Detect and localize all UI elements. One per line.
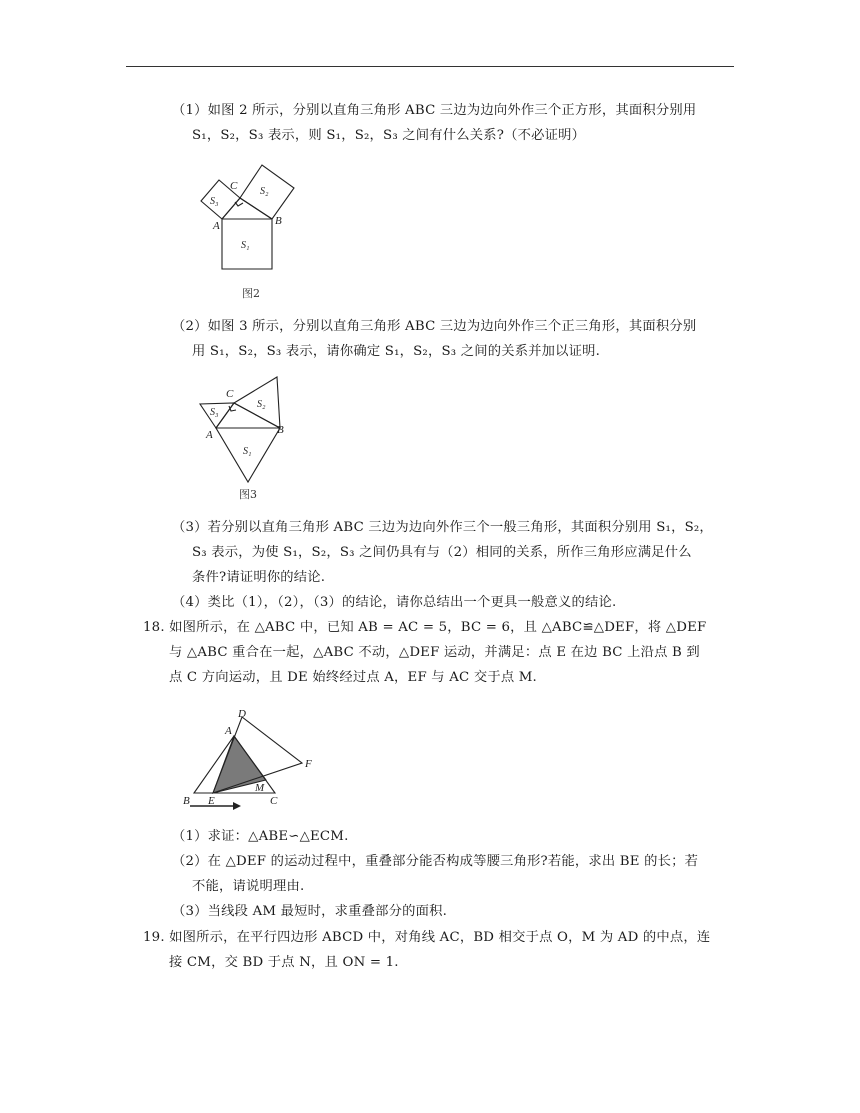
label-A: A [213,220,220,232]
q18-sub1: （1）求证：△ABE∽△ECM. [172,829,349,844]
q19-line1: 19. 如图所示，在平行四边形 ABCD 中，对角线 AC，BD 相交于点 O，M 为 AD 的中点，连 [143,930,711,945]
label-B: B [277,424,284,436]
q18-sub3: （3）当线段 AM 最短时，求重叠部分的面积. [172,904,448,919]
label-S3: S₃ [210,407,219,418]
motion-arrow-head [233,802,241,810]
figure-2-caption: 图2 [242,287,260,300]
label-D: D [238,708,246,720]
label-S2: S₂ [260,186,269,197]
label-C: C [226,388,234,400]
label-S1: S₁ [243,446,252,457]
q17-part2-line1: （2）如图 3 所示，分别以直角三角形 ABC 三边为边向外作三个正三角形，其面积分别 [172,319,697,334]
label-A: A [225,725,232,737]
q18-line2: 与 △ABC 重合在一起，△ABC 不动，△DEF 运动，并满足：点 E 在边 BC 上沿点 B 到 [169,645,700,660]
label-B: B [183,795,190,807]
label-B: B [275,215,282,227]
label-S2: S₂ [257,399,266,410]
label-F: F [305,758,312,770]
q17-part3-line1: （3）若分别以直角三角形 ABC 三边为边向外作三个一般三角形，其面积分别用 S₁，S₂， [172,520,713,535]
q17-part4-line1: （4）类比（1），（2），（3）的结论，请你总结出一个更具一般意义的结论. [172,595,617,610]
figure-3 [195,372,305,487]
q17-part1-line2: S₁，S₂，S₃ 表示，则 S₁，S₂，S₃ 之间有什么关系?（不必证明） [192,128,586,143]
label-M: M [255,782,265,794]
figure-q18 [178,703,328,813]
q17-part3-line2: S₃ 表示，为使 S₁，S₂，S₃ 之间仍具有与（2）相同的关系，所作三角形应满足什么 [192,545,692,560]
q17-part2-line2: 用 S₁，S₂，S₃ 表示，请你确定 S₁，S₂，S₃ 之间的关系并加以证明. [192,344,601,359]
q17-part1-line1: （1）如图 2 所示，分别以直角三角形 ABC 三边为边向外作三个正方形，其面积分别用 [172,103,697,118]
header-rule [126,66,734,67]
label-A: A [206,429,213,441]
q18-line1: 18. 如图所示，在 △ABC 中，已知 AB = AC = 5，BC = 6，且 △ABC≌△DEF，将 △DEF [143,620,707,635]
label-S3: S₃ [210,196,219,207]
figure-3-caption: 图3 [239,488,257,501]
q18-sub2-line2: 不能，请说明理由. [192,879,305,894]
label-S1: S₁ [241,240,250,251]
q17-part3-line3: 条件?请证明你的结论. [192,570,326,585]
label-C: C [230,180,238,192]
label-C: C [270,795,278,807]
label-E: E [208,795,215,807]
right-angle-mark [229,406,236,411]
q18-sub2-line1: （2）在 △DEF 的运动过程中，重叠部分能否构成等腰三角形?若能，求出 BE 的长；若 [172,854,699,869]
q19-line2: 接 CM，交 BD 于点 N，且 ON = 1. [169,955,399,970]
q18-line3: 点 C 方向运动，且 DE 始终经过点 A，EF 与 AC 交于点 M. [169,670,537,685]
